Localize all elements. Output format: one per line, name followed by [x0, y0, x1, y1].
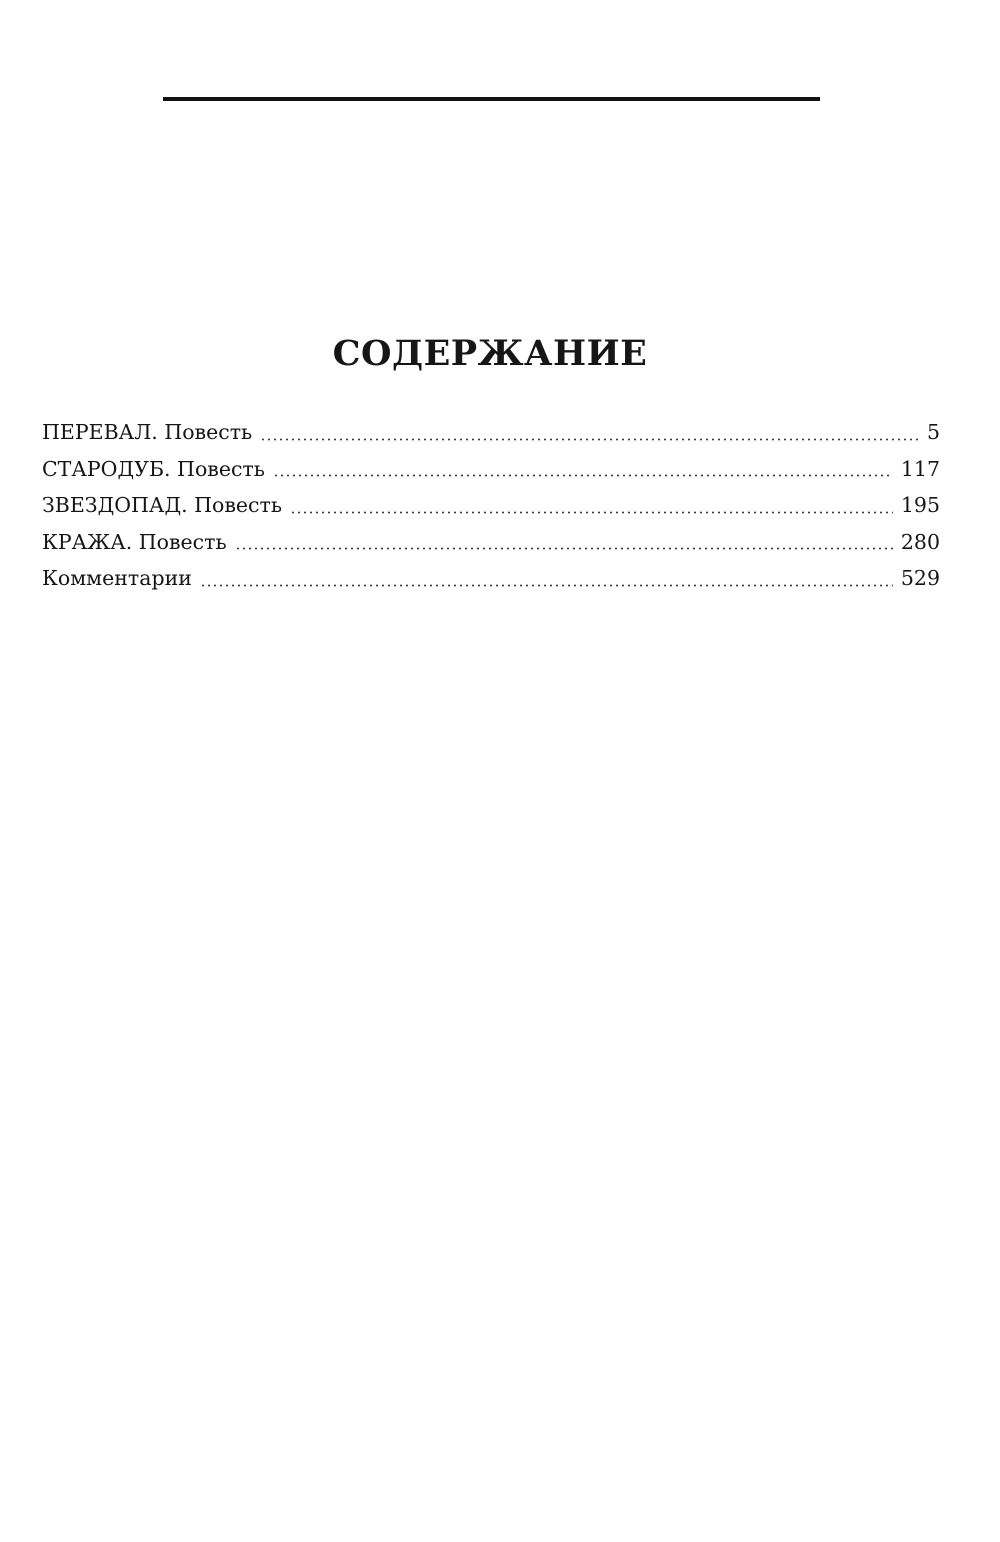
- toc-entry-krazha[interactable]: [42, 524, 940, 561]
- toc-entry-starodub[interactable]: [42, 451, 940, 488]
- top-rule: [163, 97, 820, 101]
- dot-leader: [235, 547, 893, 550]
- dot-leader: [290, 511, 893, 514]
- toc-page-number: 280: [900, 529, 940, 554]
- toc-entry-title: СТАРОДУБ. Повесть: [42, 456, 265, 481]
- dot-leader: [273, 474, 893, 477]
- toc-entry-title: ЗВЕЗДОПАД. Повесть: [42, 493, 283, 517]
- toc-page-number: 117: [900, 456, 940, 481]
- table-of-contents: [42, 414, 940, 597]
- toc-entry-zvezdopad[interactable]: [42, 487, 940, 524]
- dot-leader: [260, 438, 919, 441]
- toc-entry-kommentarii[interactable]: [42, 560, 940, 597]
- toc-entry-pereval[interactable]: [42, 414, 940, 451]
- dot-leader: [200, 584, 893, 587]
- toc-entry-title: Комментарии: [42, 566, 192, 590]
- toc-entry-title: ПЕРЕВАЛ. Повесть: [42, 420, 253, 444]
- page-title: СОДЕРЖАНИЕ: [332, 333, 648, 374]
- toc-page-number: 195: [900, 493, 940, 517]
- toc-page-number: 529: [900, 566, 940, 590]
- toc-entry-title: КРАЖА. Повесть: [42, 529, 227, 554]
- toc-page-number: 5: [926, 420, 940, 444]
